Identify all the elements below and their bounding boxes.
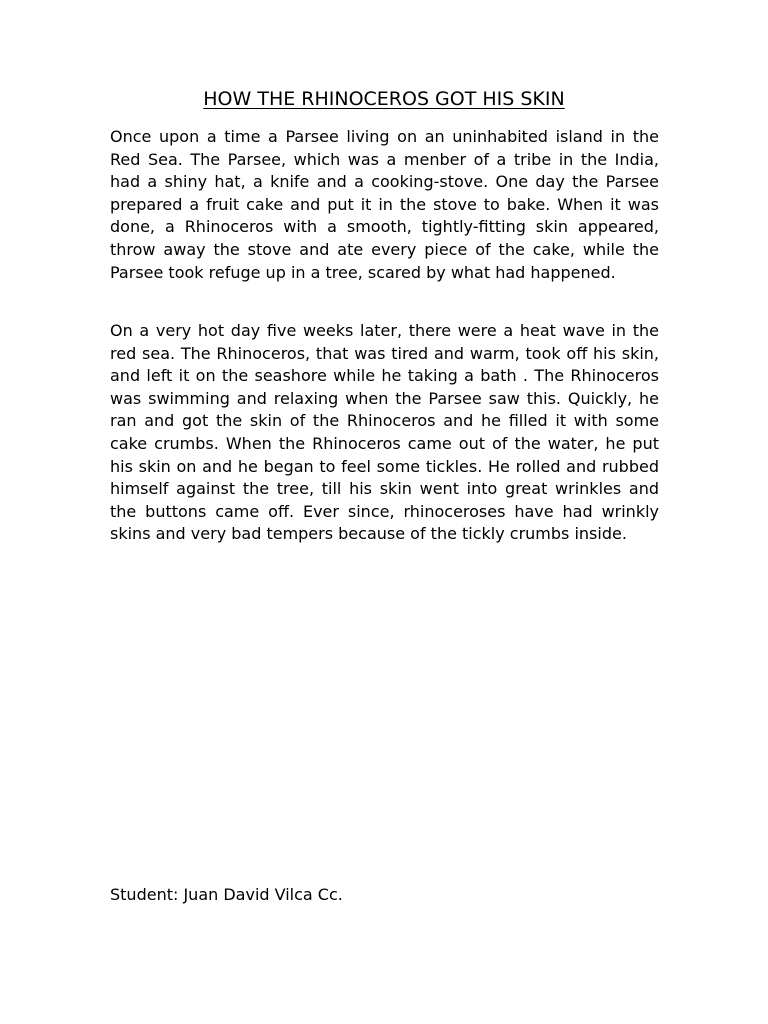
story-paragraph-1: Once upon a time a Parsee living on an uninhabited island in the Red Sea. The Parsee, which was a menber of a tribe in the India, had a shiny hat, a knife and a cooking-stove. One day the Parsee prepared a fruit cake and put it in the stove to bake. When it was done, a Rhinoceros with a smooth, tightly-fitting skin appeared, throw away the stove and ate every piece of the cake, while the Parsee took refuge up in a tree, scared by what had happened. (110, 127, 659, 282)
story-paragraph-2: On a very hot day five weeks later, there were a heat wave in the red sea. The Rhinoceros, that was tired and warm, took off his skin, and left it on the seashore while he taking a bath . The Rhinoceros was swimming and relaxing when the Parsee saw this. Quickly, he ran and got the skin of the Rhinoceros and he filled it with some cake crumbs. When the Rhinoceros came out of the water, he put his skin on and he began to feel some tickles. He rolled and rubbed himself against the tree, till his skin went into great wrinkles and the buttons came off. Ever since, rhinoceroses have had wrinkly skins and very bad tempers because of the tickly crumbs inside. (110, 321, 659, 544)
student-signature: Student: Juan David Vilca Cc. (110, 885, 343, 904)
document-title: HOW THE RHINOCEROS GOT HIS SKIN (203, 88, 565, 110)
